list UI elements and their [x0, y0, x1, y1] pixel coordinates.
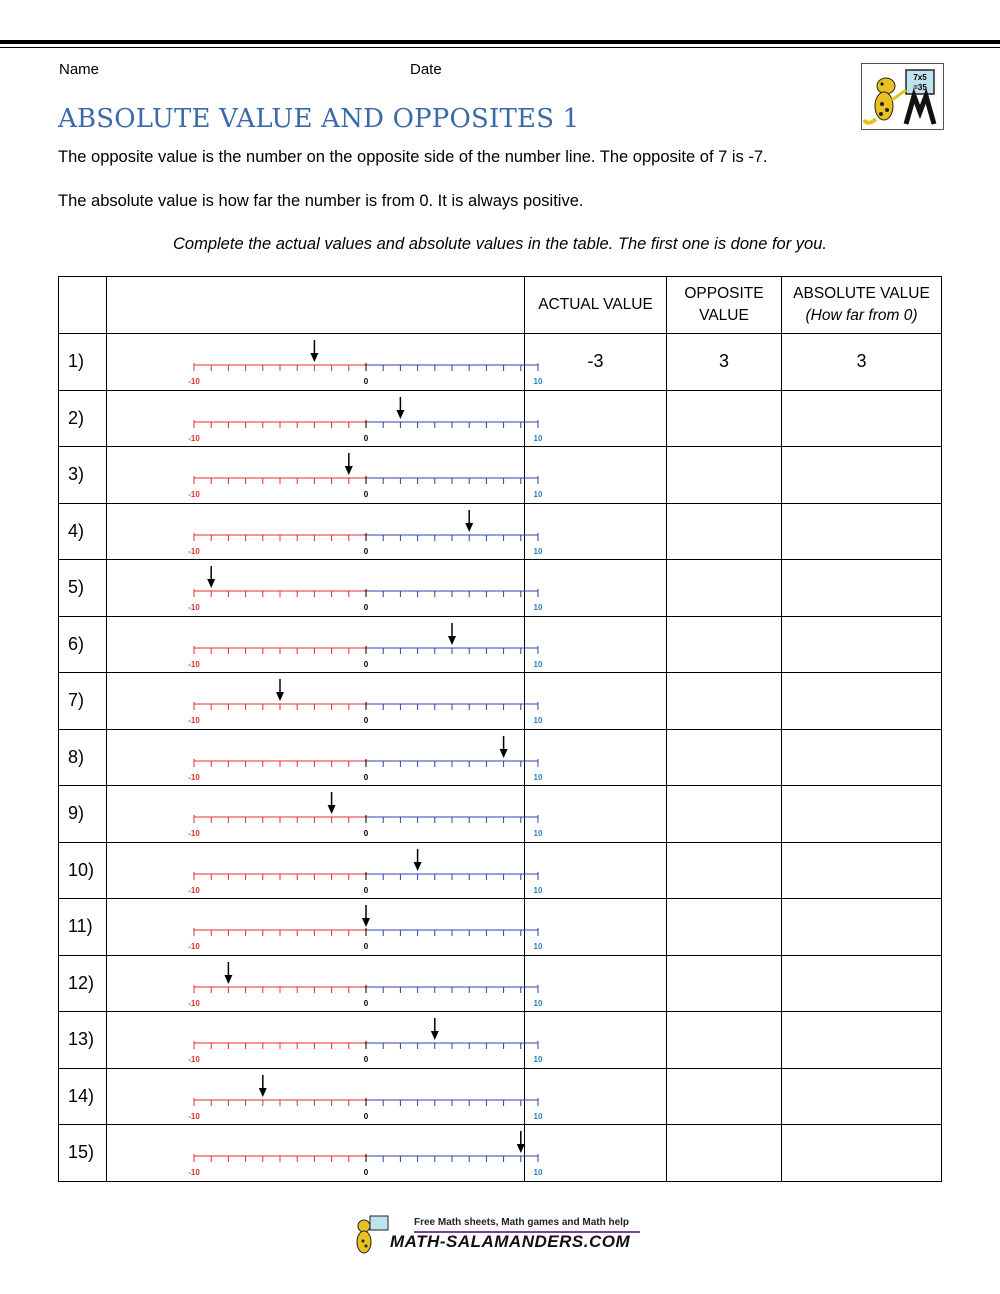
arrow-marker-icon: [362, 905, 370, 927]
zero-label: 0: [363, 546, 369, 556]
footer-tagline: Free Math sheets, Math games and Math help: [414, 1217, 630, 1228]
header-actual-value: ACTUAL VALUE: [525, 277, 667, 334]
opposite-value-cell[interactable]: [667, 673, 782, 730]
footer-logo: [352, 1212, 652, 1262]
table-row: [59, 1012, 942, 1069]
absolute-value-cell[interactable]: [782, 899, 942, 956]
number-line-cell: [107, 1068, 543, 1125]
actual-value-cell[interactable]: [525, 673, 667, 730]
number-line-graphic: [107, 391, 543, 446]
top-rule-thin: [0, 47, 1000, 48]
absolute-value-cell[interactable]: [782, 560, 942, 617]
min-label: -10: [188, 433, 200, 443]
number-line-cell: [107, 334, 543, 391]
table-row: [59, 390, 942, 447]
max-label: 10: [533, 377, 543, 387]
row-number: 7): [59, 673, 107, 730]
actual-value-cell[interactable]: [525, 842, 667, 899]
absolute-value-cell[interactable]: [782, 1125, 942, 1182]
name-label: Name: [59, 61, 100, 78]
arrow-marker-icon: [465, 510, 473, 532]
absolute-value-cell[interactable]: [782, 390, 942, 447]
row-number: 15): [59, 1125, 107, 1182]
table-row: [59, 560, 942, 617]
header-absolute-line1: ABSOLUTE VALUE: [793, 285, 930, 302]
max-label: 10: [533, 829, 543, 839]
absolute-value-cell[interactable]: [782, 955, 942, 1012]
zero-label: 0: [363, 772, 369, 782]
min-label: -10: [188, 829, 200, 839]
arrow-marker-icon: [500, 736, 508, 758]
arrow-marker-icon: [448, 623, 456, 645]
max-label: 10: [533, 659, 543, 669]
header-row: [59, 277, 942, 334]
arrow-marker-icon: [259, 1075, 267, 1097]
opposite-definition: The opposite value is the number on the opposite side of the number line. The opposite of 7 is -7.: [58, 148, 768, 166]
table-row: [59, 334, 942, 391]
absolute-value-cell[interactable]: 3: [782, 334, 942, 391]
absolute-value-cell[interactable]: [782, 616, 942, 673]
number-line: [107, 899, 543, 954]
absolute-value-cell[interactable]: [782, 673, 942, 730]
min-label: -10: [188, 1055, 200, 1065]
min-label: -10: [188, 885, 200, 895]
zero-label: 0: [363, 829, 369, 839]
actual-value-cell[interactable]: [525, 560, 667, 617]
number-line: [107, 447, 543, 502]
number-line: [107, 1069, 543, 1124]
arrow-marker-icon: [328, 792, 336, 814]
max-label: 10: [533, 1111, 543, 1121]
max-label: 10: [533, 1168, 543, 1178]
header-absolute-line2: (How far from 0): [805, 307, 918, 324]
row-number: 11): [59, 899, 107, 956]
number-line: [107, 617, 543, 672]
min-label: -10: [188, 490, 200, 500]
number-line: [107, 843, 543, 898]
number-line-cell: [107, 899, 543, 956]
number-line: [107, 560, 543, 615]
header-number: [59, 277, 107, 334]
number-line-cell: [107, 955, 543, 1012]
zero-label: 0: [363, 603, 369, 613]
table-row: [59, 616, 942, 673]
svg-text:7x5: 7x5: [913, 73, 927, 82]
arrow-marker-icon: [517, 1131, 525, 1153]
header-opposite-line2: VALUE: [699, 307, 749, 324]
absolute-value-cell[interactable]: [782, 729, 942, 786]
absolute-value-cell[interactable]: [782, 842, 942, 899]
number-line-graphic: [107, 673, 543, 728]
opposite-value-cell[interactable]: 3: [667, 334, 782, 391]
number-line-graphic: [107, 899, 543, 954]
zero-label: 0: [363, 659, 369, 669]
number-line: [107, 334, 543, 389]
arrow-marker-icon: [207, 566, 215, 588]
actual-value-cell[interactable]: [525, 786, 667, 843]
header-opposite-line1: OPPOSITE: [684, 285, 764, 302]
opposite-value-cell[interactable]: [667, 1125, 782, 1182]
min-label: -10: [188, 603, 200, 613]
table-row: [59, 729, 942, 786]
number-line: [107, 786, 543, 841]
actual-value-cell[interactable]: [525, 390, 667, 447]
max-label: 10: [533, 490, 543, 500]
row-number: 14): [59, 1068, 107, 1125]
opposite-value-cell[interactable]: [667, 390, 782, 447]
absolute-value-cell[interactable]: [782, 503, 942, 560]
row-number: 12): [59, 955, 107, 1012]
opposite-value-cell[interactable]: [667, 447, 782, 504]
number-line-cell: [107, 673, 543, 730]
top-rule: [0, 40, 1000, 44]
max-label: 10: [533, 885, 543, 895]
number-line-cell: [107, 560, 543, 617]
zero-label: 0: [363, 998, 369, 1008]
min-label: -10: [188, 716, 200, 726]
max-label: 10: [533, 603, 543, 613]
number-line: [107, 391, 543, 446]
number-line-graphic: [107, 560, 543, 615]
instructions: Complete the actual values and absolute values in the table. The first one is done for you.: [173, 235, 827, 253]
row-number: 1): [59, 334, 107, 391]
absolute-value-cell[interactable]: [782, 447, 942, 504]
actual-value-cell[interactable]: -3: [525, 334, 667, 391]
min-label: -10: [188, 1111, 200, 1121]
opposite-value-cell[interactable]: [667, 842, 782, 899]
number-line-graphic: [107, 447, 543, 502]
max-label: 10: [533, 998, 543, 1008]
salamander-teacher-icon: [862, 64, 943, 129]
number-line-cell: [107, 842, 543, 899]
actual-value-cell[interactable]: [525, 899, 667, 956]
table-row: [59, 1068, 942, 1125]
footer-salamander-icon: [352, 1214, 392, 1258]
table-row: [59, 899, 942, 956]
row-number: 3): [59, 447, 107, 504]
actual-value-cell[interactable]: [525, 729, 667, 786]
zero-label: 0: [363, 1111, 369, 1121]
min-label: -10: [188, 377, 200, 387]
row-number: 8): [59, 729, 107, 786]
opposite-value-cell[interactable]: [667, 560, 782, 617]
header-absolute-value: [782, 277, 942, 334]
absolute-value-cell[interactable]: [782, 786, 942, 843]
row-number: 13): [59, 1012, 107, 1069]
actual-value-cell[interactable]: [525, 1068, 667, 1125]
actual-value-cell[interactable]: [525, 955, 667, 1012]
actual-value-cell[interactable]: [525, 616, 667, 673]
table-row: [59, 673, 942, 730]
date-label: Date: [410, 61, 442, 78]
number-line-graphic: [107, 1069, 543, 1124]
table-row: [59, 503, 942, 560]
actual-value-cell[interactable]: [525, 503, 667, 560]
row-number: 9): [59, 786, 107, 843]
salamander-logo: [861, 63, 944, 130]
actual-value-cell[interactable]: [525, 1012, 667, 1069]
number-line-cell: [107, 616, 543, 673]
worksheet-table: [58, 276, 942, 1182]
table-row: [59, 842, 942, 899]
arrow-marker-icon: [396, 397, 404, 419]
svg-text:=35: =35: [913, 83, 927, 92]
number-line-graphic: [107, 956, 543, 1011]
number-line: [107, 1012, 543, 1067]
opposite-value-cell[interactable]: [667, 955, 782, 1012]
min-label: -10: [188, 998, 200, 1008]
actual-value-cell[interactable]: [525, 447, 667, 504]
min-label: -10: [188, 1168, 200, 1178]
number-line-graphic: [107, 730, 543, 785]
arrow-marker-icon: [345, 453, 353, 475]
row-number: 5): [59, 560, 107, 617]
opposite-value-cell[interactable]: [667, 1068, 782, 1125]
max-label: 10: [533, 546, 543, 556]
number-line-cell: [107, 729, 543, 786]
max-label: 10: [533, 433, 543, 443]
header-number-line: [107, 277, 525, 334]
min-label: -10: [188, 942, 200, 952]
table-row: [59, 955, 942, 1012]
number-line-graphic: [107, 334, 543, 389]
max-label: 10: [533, 942, 543, 952]
number-line-cell: [107, 786, 543, 843]
arrow-marker-icon: [224, 962, 232, 984]
max-label: 10: [533, 772, 543, 782]
zero-label: 0: [363, 885, 369, 895]
number-line-graphic: [107, 786, 543, 841]
table-row: [59, 1125, 942, 1182]
number-line-graphic: [107, 843, 543, 898]
min-label: -10: [188, 659, 200, 669]
row-number: 6): [59, 616, 107, 673]
table-row: [59, 786, 942, 843]
number-line: [107, 730, 543, 785]
number-line-graphic: [107, 504, 543, 559]
zero-label: 0: [363, 433, 369, 443]
row-number: 2): [59, 390, 107, 447]
page-title: ABSOLUTE VALUE AND OPPOSITES 1: [58, 104, 580, 134]
opposite-value-cell[interactable]: [667, 786, 782, 843]
number-line-cell: [107, 1125, 543, 1182]
opposite-value-cell[interactable]: [667, 899, 782, 956]
opposite-value-cell[interactable]: [667, 616, 782, 673]
arrow-marker-icon: [414, 849, 422, 871]
actual-value-cell[interactable]: [525, 1125, 667, 1182]
number-line-cell: [107, 447, 543, 504]
opposite-value-cell[interactable]: [667, 1012, 782, 1069]
number-line-cell: [107, 1012, 543, 1069]
absolute-value-cell[interactable]: [782, 1012, 942, 1069]
row-number: 10): [59, 842, 107, 899]
zero-label: 0: [363, 1055, 369, 1065]
number-line-cell: [107, 503, 543, 560]
table-row: [59, 447, 942, 504]
number-line-graphic: [107, 617, 543, 672]
number-line-cell: [107, 390, 543, 447]
absolute-value-cell[interactable]: [782, 1068, 942, 1125]
min-label: -10: [188, 772, 200, 782]
arrow-marker-icon: [276, 679, 284, 701]
max-label: 10: [533, 1055, 543, 1065]
zero-label: 0: [363, 942, 369, 952]
number-line-graphic: [107, 1125, 543, 1180]
header-opposite-value: [667, 277, 782, 334]
row-number: 4): [59, 503, 107, 560]
number-line-graphic: [107, 1012, 543, 1067]
zero-label: 0: [363, 377, 369, 387]
absolute-definition: The absolute value is how far the number is from 0. It is always positive.: [58, 192, 584, 210]
min-label: -10: [188, 546, 200, 556]
number-line: [107, 956, 543, 1011]
footer-site-name: MATH-SALAMANDERS.COM: [390, 1232, 631, 1251]
number-line: [107, 1125, 543, 1180]
opposite-value-cell[interactable]: [667, 729, 782, 786]
zero-label: 0: [363, 716, 369, 726]
arrow-marker-icon: [431, 1018, 439, 1040]
number-line: [107, 673, 543, 728]
opposite-value-cell[interactable]: [667, 503, 782, 560]
arrow-marker-icon: [310, 340, 318, 362]
number-line: [107, 504, 543, 559]
max-label: 10: [533, 716, 543, 726]
zero-label: 0: [363, 1168, 369, 1178]
zero-label: 0: [363, 490, 369, 500]
